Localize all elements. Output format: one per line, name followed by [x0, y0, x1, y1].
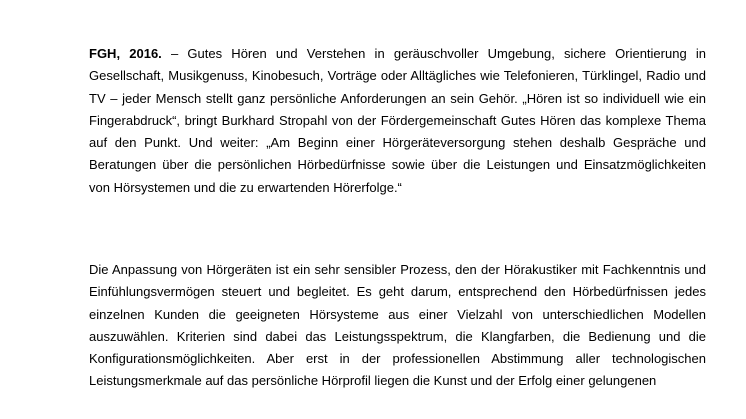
- paragraph-intro-body: – Gutes Hören und Verstehen in geräuschvoller Umgebung, sichere Orientierung in Gesellschaft, Musikgenuss, Kinobesuch, Vorträge oder Alltägliches wie Telefonieren, Türklingel, Radio und TV – jeder Mensch stellt ganz persönliche Anforderungen an sein Gehör. „Hören ist so individuell wie ein Fingerabdruck“, bringt Burkhard Stropahl von der Fördergemeinschaft Gutes Hören das komplexe Thema auf den Punkt. Und weiter: „Am Beginn einer Hörgeräteversorgung stehen deshalb Gespräche und Beratungen über die persönlichen Hörbedürfnisse sowie über die Leistungen und Einsatzmöglichkeiten von Hörsystemen und die zu erwartenden Hörerfolge.“: [89, 46, 706, 195]
- paragraph-intro: [89, 43, 706, 199]
- paragraph-fitting: Die Anpassung von Hörgeräten ist ein sehr sensibler Prozess, den der Hörakustiker mit Fachkenntnis und Einfühlungsvermögen steuert und begleitet. Es geht darum, entsprechend den Hörbedürfnissen jedes einzelnen Kunden die geeigneten Hörsysteme aus einer Vielzahl von unterschiedlichen Modellen auszuwählen. Kriterien sind dabei das Leistungsspektrum, die Klangfarben, die Bedienung und die Konfigurationsmöglichkeiten. Aber erst in der professionellen Abstimmung aller technologischen Leistungsmerkmale auf das persönliche Hörprofil liegen die Kunst und der Erfolg einer gelungenen: [89, 262, 706, 389]
- dateline: FGH, 2016.: [89, 46, 162, 61]
